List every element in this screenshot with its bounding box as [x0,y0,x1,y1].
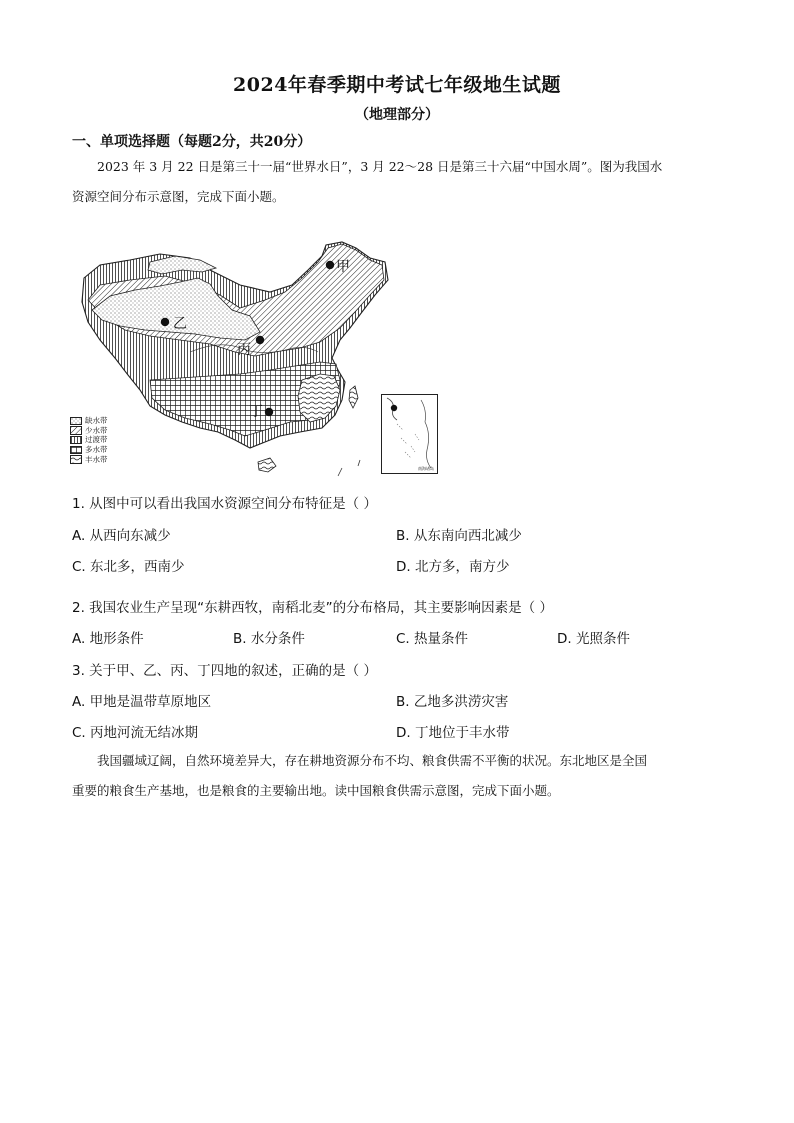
point-ding-marker [265,408,273,416]
point-ding-label: 丁 [249,404,263,420]
inset-label: 南海诸岛 [418,466,434,471]
south-china-sea-inset [381,394,438,474]
q2-option-d: D. 光照条件 [557,631,630,647]
point-bing-label: 丙 [237,342,251,358]
taiwan-island [349,386,358,408]
intro2-line2: 重要的粮食生产基地，也是粮食的主要输出地。读中国粮食供需示意图，完成下面小题。 [72,783,560,798]
q3-option-b: B. 乙地多洪涝灾害 [396,694,509,710]
question-1-stem: 1. 从图中可以看出我国水资源空间分布特征是（ ） [72,496,377,512]
section-heading: 一、单项选择题（每题2分，共20分） [72,134,312,150]
wave-swatch-icon [70,455,82,464]
diagonal-swatch-icon [70,426,82,435]
q3-option-a: A. 甲地是温带草原地区 [72,694,212,710]
water-resources-map [70,240,400,480]
legend-item [70,445,108,455]
legend-item [70,416,108,426]
point-yi-label: 乙 [173,316,187,332]
point-bing-marker [256,336,264,344]
grid-swatch-icon [70,446,82,455]
intro1-line2: 资源空间分布示意图，完成下面小题。 [72,189,285,204]
point-yi-marker [161,318,169,326]
page-subtitle: （地理部分） [355,107,439,123]
question-3-stem: 3. 关于甲、乙、丙、丁四地的叙述，正确的是（ ） [72,663,377,679]
intro-paragraph-1 [72,152,722,212]
point-jia-marker [326,261,334,269]
legend-item [70,426,108,436]
intro-paragraph-2 [72,746,722,806]
legend-label: 多水带 [85,445,108,455]
question-2-stem: 2. 我国农业生产呈现“东耕西牧，南稻北麦”的分布格局，其主要影响因素是（ ） [72,600,553,616]
legend-label: 少水带 [85,425,108,435]
q1-option-c: C. 东北多，西南少 [72,559,185,575]
q2-option-b: B. 水分条件 [233,631,305,647]
legend-label: 过渡带 [85,435,108,445]
point-jia-label: 甲 [336,259,350,275]
q2-option-c: C. 热量条件 [396,631,469,647]
q2-option-a: A. 地形条件 [72,631,144,647]
legend-label: 丰水带 [85,454,108,464]
q3-option-d: D. 丁地位于丰水带 [396,725,510,741]
q1-option-d: D. 北方多，南方少 [396,559,510,575]
map-legend [70,416,108,464]
intro1-line1: 2023 年 3 月 22 日是第三十一届“世界水日”，3 月 22～28 日是第三十六届“中国水周”。图为我国水 [97,159,663,174]
page-title: 2024年春季期中考试七年级地生试题 [233,74,561,96]
legend-item [70,435,108,445]
hainan-island [258,458,276,472]
intro2-line1: 我国疆域辽阔，自然环境差异大，存在耕地资源分布不均、粮食供需不平衡的状况。东北地区是全国 [97,753,648,768]
legend-item [70,455,108,465]
legend-label: 缺水带 [85,416,108,425]
q3-option-c: C. 丙地河流无结冰期 [72,725,199,741]
dots-swatch-icon [70,417,82,426]
q1-option-b: B. 从东南向西北减少 [396,528,522,544]
vertical-swatch-icon [70,436,82,445]
q1-option-a: A. 从西向东减少 [72,528,171,544]
